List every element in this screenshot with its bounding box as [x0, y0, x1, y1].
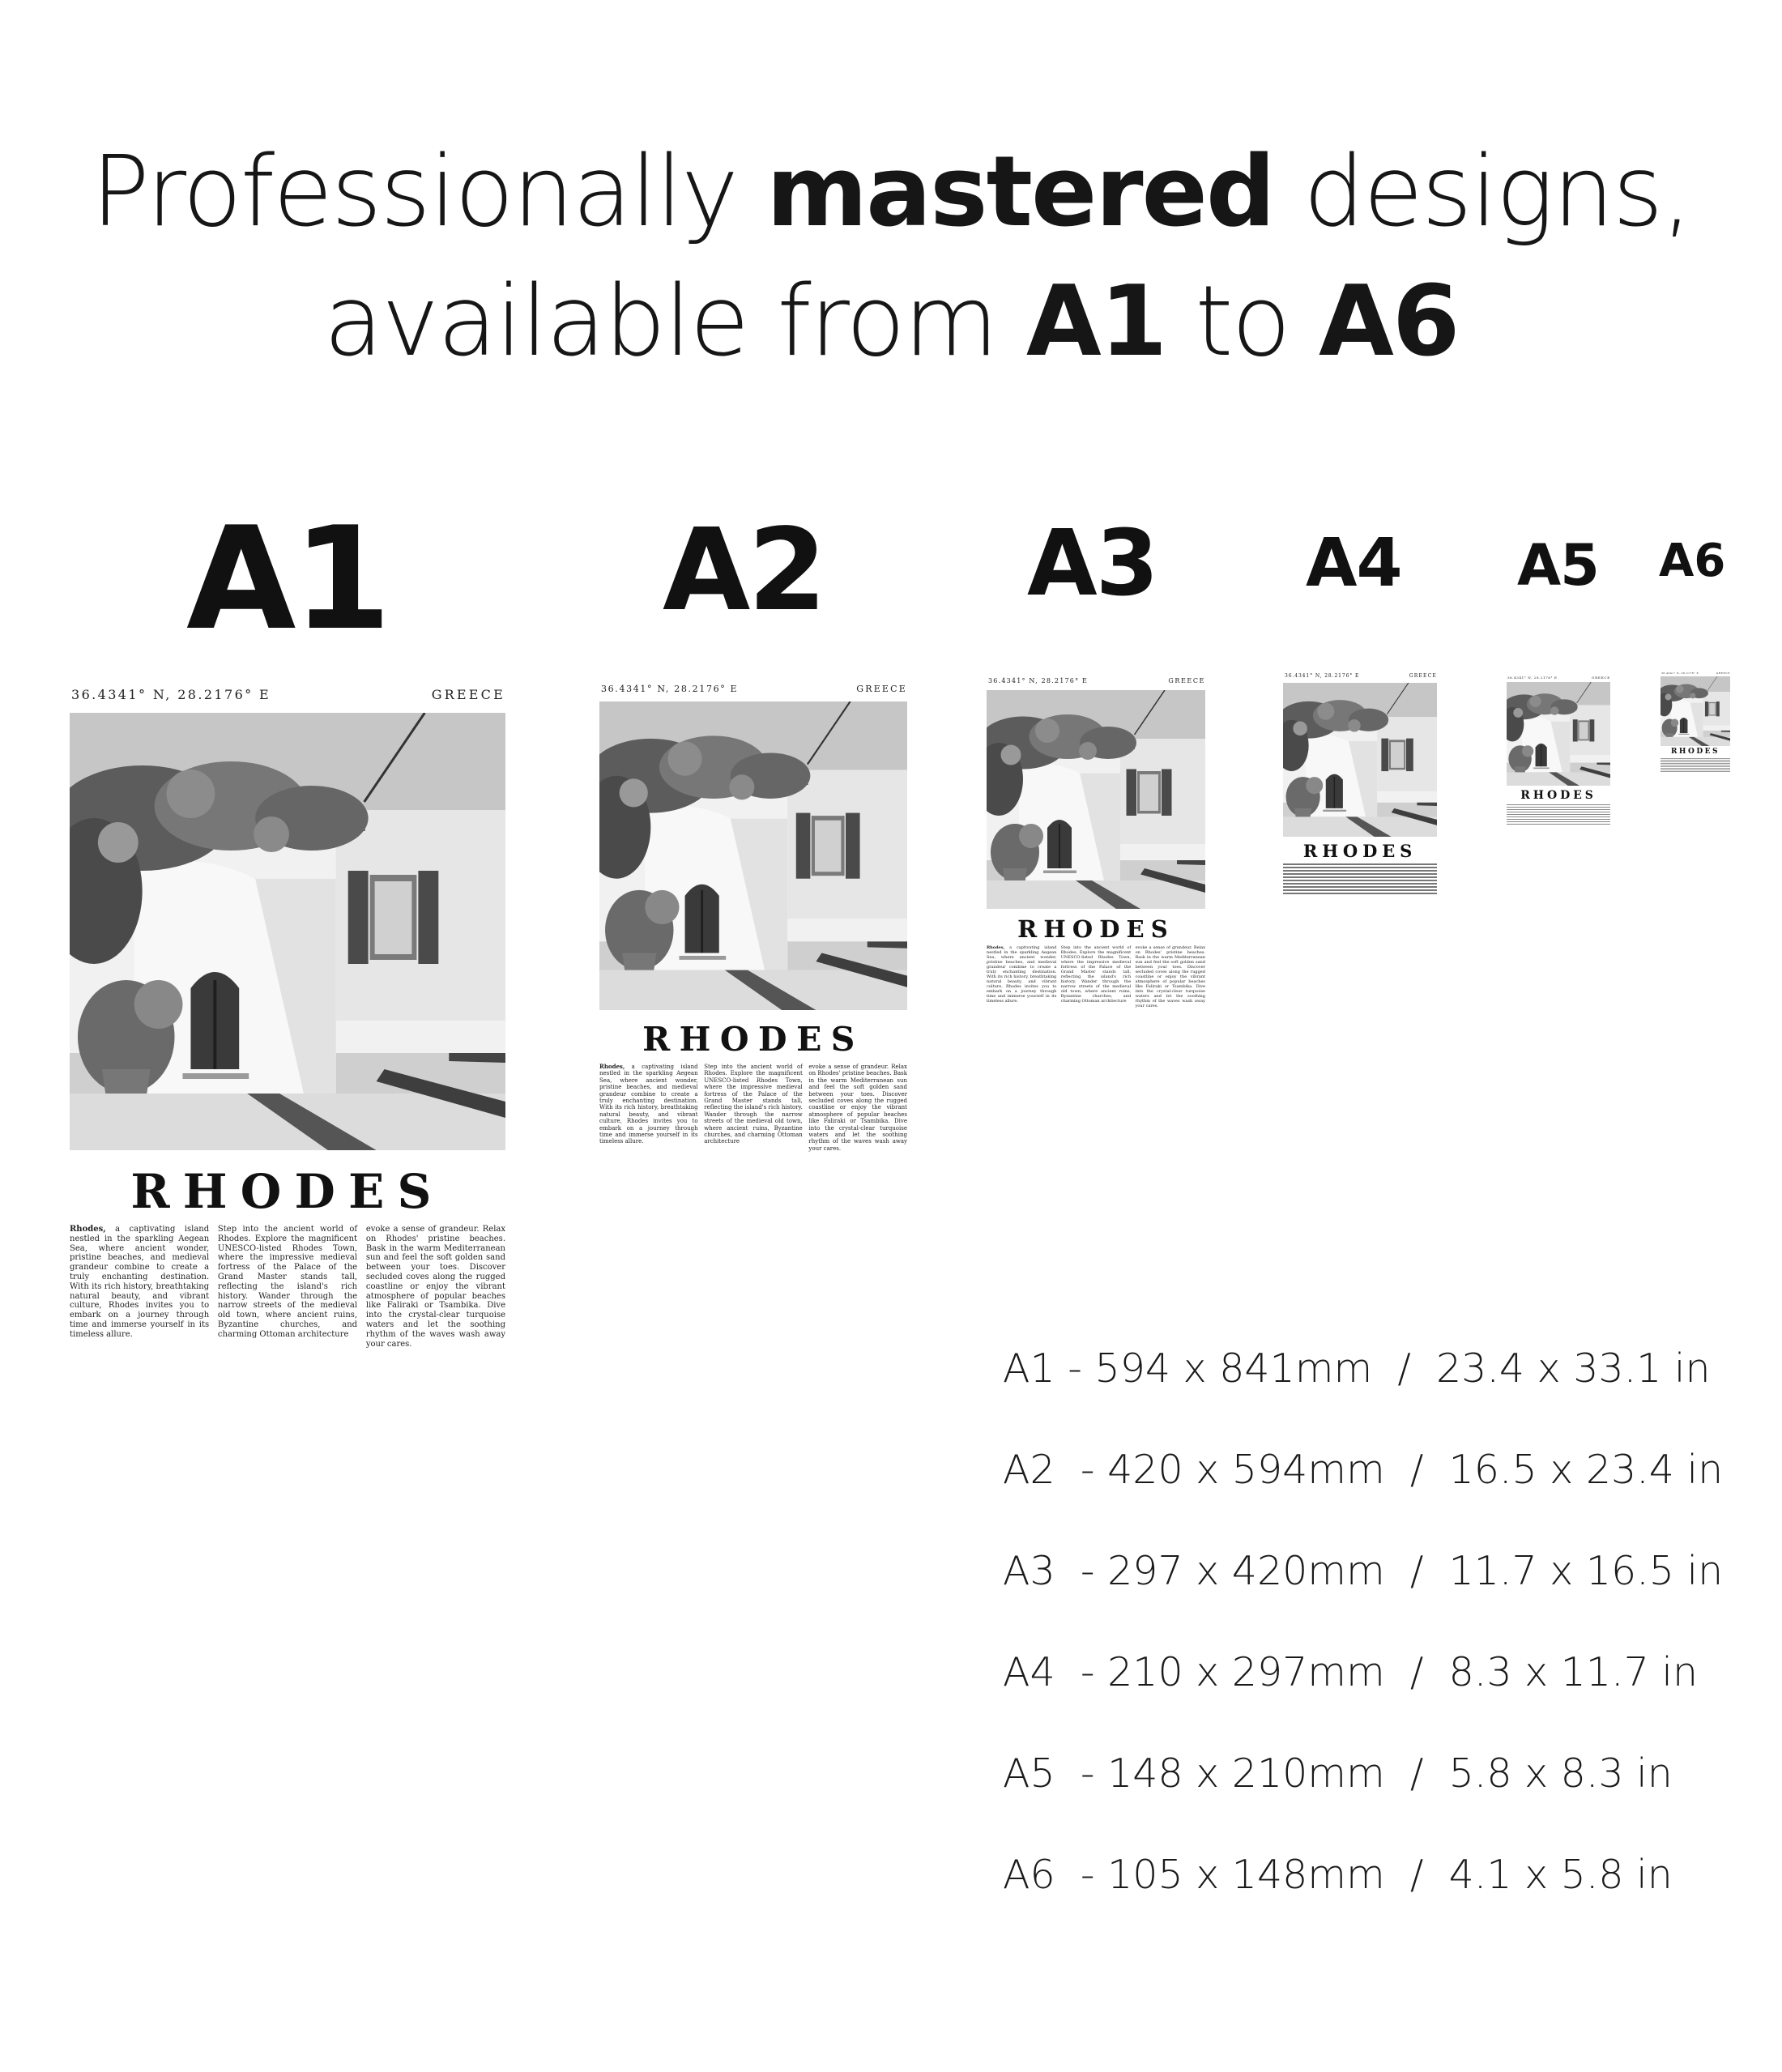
poster-photo	[1660, 676, 1730, 746]
headline-text: Professionally	[91, 136, 767, 249]
poster-body-text	[1283, 863, 1437, 896]
poster-title: RHODES	[1017, 915, 1174, 943]
poster-column-text: a captivating island nestled in the sparkling Aegean Sea, where ancient wonder, pristine beaches, and medieval grandeur combine to create a truly enchanting destination. With its rich history, breathtaking natural beauty, and vibrant culture, Rhodes invites you to embark on a journey through time and immerse yourself in its timeless allure.	[987, 945, 1057, 1004]
poster-country: GREECE	[1592, 676, 1610, 680]
rhodes-door-photo	[987, 690, 1205, 909]
size-label-a4: A4	[1306, 525, 1402, 602]
poster-photo	[987, 690, 1205, 909]
poster-column-2: Step into the ancient world of Rhodes. Explore the magnificent UNESCO-listed Rhodes Town, where the impressive medieval fortress of the Palace of the Grand Master stands tall, reflecting the island's rich history. Wander through the narrow streets of the medieval old town, where ancient ruins, Byzantine churches, and charming Ottoman architecture	[704, 1064, 803, 1145]
poster-body-text	[70, 1225, 505, 1349]
poster-body-text	[599, 1063, 907, 1152]
poster-title: RHODES	[130, 1164, 445, 1219]
poster-column-3: evoke a sense of grandeur. Relax on Rhodes' pristine beaches. Bask in the warm Mediterranean sun and feel the soft golden sand between your toes. Discover secluded coves along the rugged coastline or enjoy the vibrant atmosphere of popular beaches like Faliraki or Tsambika. Dive into the crystal-clear turquoise waters and let the soothing rhythm of the waves wash away your cares.	[365, 1225, 505, 1349]
poster-photo	[599, 701, 907, 1010]
headline-text: available from	[323, 266, 1026, 378]
poster-lead: Rhodes,	[599, 1063, 625, 1070]
poster-photo	[70, 713, 505, 1150]
poster-column-1	[599, 1063, 698, 1145]
poster-body-text	[1507, 804, 1610, 826]
poster-a6	[1660, 672, 1730, 774]
poster-body-text	[987, 945, 1205, 1008]
size-spec-a1: A1 - 594 x 841mm / 23.4 x 33.1 in	[1003, 1345, 1711, 1392]
headline-line-2	[0, 266, 1782, 378]
headline-text: to	[1166, 266, 1319, 378]
poster-column-3: evoke a sense of grandeur. Relax on Rhodes' pristine beaches. Bask in the warm Mediterranean sun and feel the soft golden sand between your toes. Discover secluded coves along the rugged coastline or enjoy the vibrant atmosphere of popular beaches like Faliraki or Tsambika. Dive into the crystal-clear turquoise waters and let the soothing rhythm of the waves wash away your cares.	[808, 1064, 907, 1152]
poster-column-2: Step into the ancient world of Rhodes. Explore the magnificent UNESCO-listed Rhodes Town, where the impressive medieval fortress of the Palace of the Grand Master stands tall, reflecting the island's rich history. Wander through the narrow streets of the medieval old town, where ancient ruins, Byzantine churches, and charming Ottoman architecture	[1060, 945, 1132, 1004]
size-label-a3: A3	[1027, 511, 1157, 616]
poster-lead: Rhodes,	[70, 1225, 106, 1234]
poster-coordinates: 36.4341° N, 28.2176° E	[601, 684, 739, 694]
poster-title: RHODES	[1670, 748, 1720, 756]
poster-column-text: a captivating island nestled in the sparkling Aegean Sea, where ancient wonder, pristine beaches, and medieval grandeur combine to create a truly enchanting destination. With its rich history, breathtaking natural beauty, and vibrant culture, Rhodes invites you to embark on a journey through time and immerse yourself in its timeless allure.	[70, 1225, 210, 1339]
poster-country: GREECE	[856, 684, 907, 694]
poster-a3	[987, 677, 1205, 1008]
headline-emphasis: mastered	[766, 136, 1274, 249]
size-label-a6: A6	[1659, 535, 1726, 587]
size-spec-a5: A5 - 148 x 210mm / 5.8 x 8.3 in	[1003, 1750, 1673, 1797]
size-label-a2: A2	[663, 505, 825, 637]
headline-emphasis: A1	[1025, 266, 1166, 378]
headline-line-1	[0, 136, 1782, 249]
rhodes-door-photo	[1283, 683, 1437, 837]
rhodes-door-photo	[70, 713, 505, 1150]
poster-column-3: evoke a sense of grandeur. Relax on Rhodes' pristine beaches. Bask in the warm Mediterranean sun and feel the soft golden sand between your toes. Discover secluded coves along the rugged coastline or enjoy the vibrant atmosphere of popular beaches like Faliraki or Tsambika. Dive into the crystal-clear turquoise waters and let the soothing rhythm of the waves wash away your cares.	[1135, 945, 1205, 1008]
headline-emphasis: A6	[1318, 266, 1459, 378]
poster-body-text	[1660, 758, 1730, 773]
poster-photo	[1507, 682, 1610, 786]
poster-country: GREECE	[431, 687, 505, 702]
poster-coordinates: 36.4341° N, 28.2176° E	[988, 677, 1089, 684]
rhodes-door-photo	[1507, 682, 1610, 786]
poster-title: RHODES	[1520, 789, 1597, 802]
poster-country: GREECE	[1409, 673, 1437, 679]
poster-a1	[70, 687, 505, 1349]
headline-text: designs,	[1273, 136, 1691, 249]
poster-country: GREECE	[1716, 671, 1730, 675]
poster-coordinates: 36.4341° N, 28.2176° E	[1507, 676, 1558, 680]
poster-a4	[1283, 674, 1437, 901]
poster-coordinates: 36.4341° N, 28.2176° E	[1285, 673, 1360, 679]
size-spec-list	[1003, 1345, 1732, 1952]
poster-country: GREECE	[1168, 677, 1205, 684]
poster-column-1	[987, 945, 1057, 1004]
size-spec-a2: A2 - 420 x 594mm / 16.5 x 23.4 in	[1003, 1447, 1724, 1493]
poster-a2	[599, 684, 907, 1152]
size-label-a5: A5	[1517, 532, 1599, 599]
size-spec-a6: A6 - 105 x 148mm / 4.1 x 5.8 in	[1003, 1852, 1673, 1898]
rhodes-door-photo	[599, 701, 907, 1010]
size-spec-a4: A4 - 210 x 297mm / 8.3 x 11.7 in	[1003, 1649, 1699, 1695]
poster-coordinates: 36.4341° N, 28.2176° E	[1661, 671, 1699, 675]
poster-a5	[1507, 676, 1610, 829]
poster-lead: Rhodes,	[987, 945, 1005, 950]
poster-photo	[1283, 683, 1437, 837]
poster-column-1	[70, 1225, 210, 1339]
size-label-a1: A1	[186, 497, 389, 662]
poster-column-2: Step into the ancient world of Rhodes. Explore the magnificent UNESCO-listed Rhodes Town, where the impressive medieval fortress of the Palace of the Grand Master stands tall, reflecting the island's rich history. Wander through the narrow streets of the medieval old town, where ancient ruins, Byzantine churches, and charming Ottoman architecture	[217, 1225, 358, 1339]
size-spec-a3: A3 - 297 x 420mm / 11.7 x 16.5 in	[1003, 1548, 1724, 1594]
poster-title: RHODES	[1302, 841, 1418, 861]
poster-coordinates: 36.4341° N, 28.2176° E	[71, 687, 271, 702]
poster-column-text: a captivating island nestled in the sparkling Aegean Sea, where ancient wonder, pristine beaches, and medieval grandeur combine to create a truly enchanting destination. With its rich history, breathtaking natural beauty, and vibrant culture, Rhodes invites you to embark on a journey through time and immerse yourself in its timeless allure.	[599, 1064, 698, 1145]
rhodes-door-photo	[1660, 676, 1730, 746]
poster-title: RHODES	[642, 1020, 864, 1059]
